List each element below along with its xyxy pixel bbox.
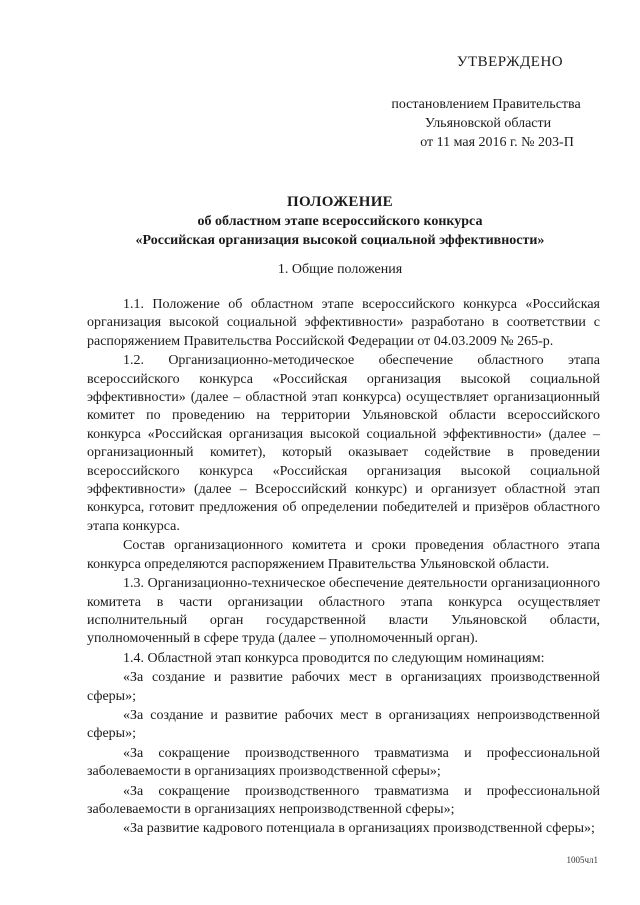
document-title: ПОЛОЖЕНИЕ [287,194,393,210]
paragraph: 1.3. Организационно-техническое обеспечение деятельности организационного комитета в части организации областного этапа конкурса осуществляет исполнительный орган государственной власти Ульяновской области, уполномоченный в сфере труда (далее – уполномоченный орган). [87,576,600,647]
paragraph: 1.1. Положение об областном этапе всероссийского конкурса «Российская организация высокой социальной эффективности» разработано в соответствии с распоряжением Правительства Российской Федерации от 04.03.2009 № 265-р. [87,297,600,349]
approval-stamp [378,54,598,152]
section-title: 1. Общие положения [277,262,403,277]
nomination-item: «За сокращение производственного травматизма и профессиональной заболеваемости в организациях непроизводственной сферы»; [87,783,600,817]
approval-line-3: от 11 мая 2016 г. № 203-П [420,135,574,150]
approval-line-2: Ульяновской области [424,116,552,131]
approval-title: УТВЕРЖДЕНО [456,54,564,70]
nomination-item: «За создание и развитие рабочих мест в организациях производственной сферы»; [87,670,600,704]
nomination-item: «За развитие кадрового потенциала в организациях производственной сферы»; [123,821,595,837]
approval-line-1: постановлением Правительства [391,97,581,112]
nomination-item: «За сокращение производственного травматизма и профессиональной заболеваемости в организациях производственной сферы»; [87,745,600,780]
document-body [87,296,600,839]
document-subtitle-2: «Российская организация высокой социальной эффективности» [135,233,545,248]
footer-code: 1005чл1 [566,855,598,865]
paragraph: Состав организационного комитета и сроки проведения областного этапа конкурса определяются распоряжением Правительства Ульяновской области. [87,538,600,572]
paragraph: 1.2. Организационно-методическое обеспечение областного этапа всероссийского конкурса «Российская организация высокой социальной эффективности» (далее – областной этап конкурса) осуществляет организационный комитет по проведению на территории Ульяновской области всероссийского конкурса «Российская организация высокой социальной эффективности» (далее – организационный комитет), который оказывает содействие в проведении всероссийского конкурса «Российская организация высокой социальной эффективности» (далее – Всероссийский конкурс) и организует областной этап конкурса, готовит предложения об определении победителей и призёров областного этапа конкурса. [87,353,600,534]
approval-details [378,95,598,152]
nomination-item: «За создание и развитие рабочих мест в организациях непроизводственной сферы»; [87,707,600,742]
paragraph: 1.4. Областной этап конкурса проводится по следующим номинациям: [123,650,545,666]
document-heading [90,193,590,250]
document-subtitle-1: об областном этапе всероссийского конкурса [197,214,483,229]
